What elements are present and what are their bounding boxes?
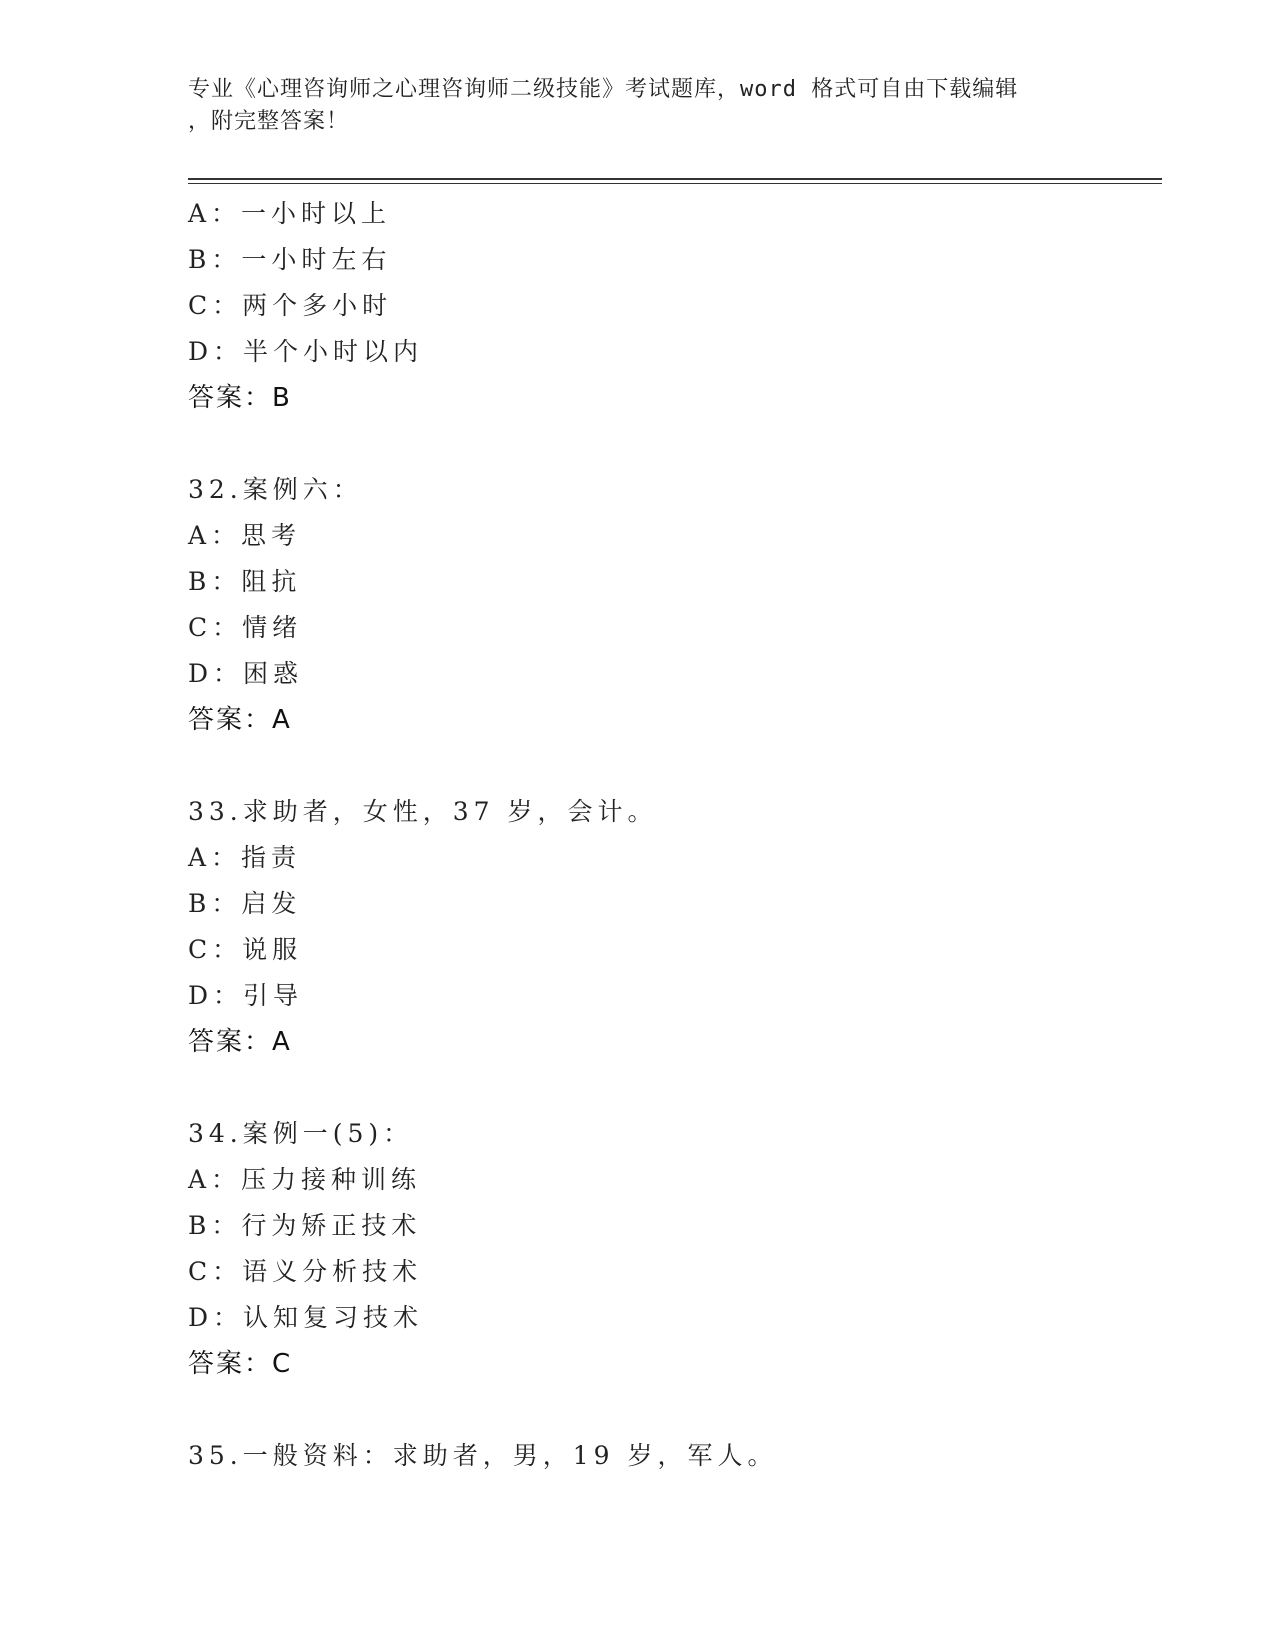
option-b: B：启发 xyxy=(188,889,302,918)
header-divider-thin xyxy=(188,183,1162,184)
question-stem: 34.案例一(5)： xyxy=(188,1119,414,1148)
answer-line: 答案：C xyxy=(188,1349,293,1379)
option-a: A：指责 xyxy=(188,843,302,872)
answer-line: 答案：A xyxy=(188,705,292,735)
option-c: C：两个多小时 xyxy=(188,291,393,320)
option-a: A：一小时以上 xyxy=(188,199,392,228)
question-list xyxy=(188,191,1148,1479)
option-a: A：思考 xyxy=(188,521,302,550)
header-title-line-2: ，附完整答案！ xyxy=(188,109,350,134)
question-32 xyxy=(188,467,1148,743)
option-d: D：认知复习技术 xyxy=(188,1303,424,1332)
question-34 xyxy=(188,1111,1148,1387)
answer-line: 答案：B xyxy=(188,383,292,413)
answer-line: 答案：A xyxy=(188,1027,292,1057)
header-divider-thick xyxy=(188,178,1162,180)
spacer xyxy=(188,421,1148,467)
option-c: C：说服 xyxy=(188,935,303,964)
option-d: D：困惑 xyxy=(188,659,304,688)
document-header xyxy=(188,74,1088,138)
option-b: B：行为矫正技术 xyxy=(188,1211,422,1240)
question-31 xyxy=(188,191,1148,421)
question-stem: 32.案例六： xyxy=(188,475,363,504)
option-b: B：一小时左右 xyxy=(188,245,392,274)
option-c: C：语义分析技术 xyxy=(188,1257,423,1286)
option-a: A：压力接种训练 xyxy=(188,1165,422,1194)
option-d: D：半个小时以内 xyxy=(188,337,424,366)
option-b: B：阻抗 xyxy=(188,567,302,596)
spacer xyxy=(188,1065,1148,1111)
question-33 xyxy=(188,789,1148,1065)
spacer xyxy=(188,743,1148,789)
option-c: C：情绪 xyxy=(188,613,303,642)
question-stem: 35.一般资料：求助者，男，19 岁，军人。 xyxy=(188,1441,778,1470)
option-d: D：引导 xyxy=(188,981,304,1010)
header-title-line-1: 专业《心理咨询师之心理咨询师二级技能》考试题库，word 格式可自由下载编辑 xyxy=(188,77,1019,102)
spacer xyxy=(188,1387,1148,1433)
question-stem: 33.求助者，女性，37 岁，会计。 xyxy=(188,797,658,826)
question-35 xyxy=(188,1433,1148,1479)
